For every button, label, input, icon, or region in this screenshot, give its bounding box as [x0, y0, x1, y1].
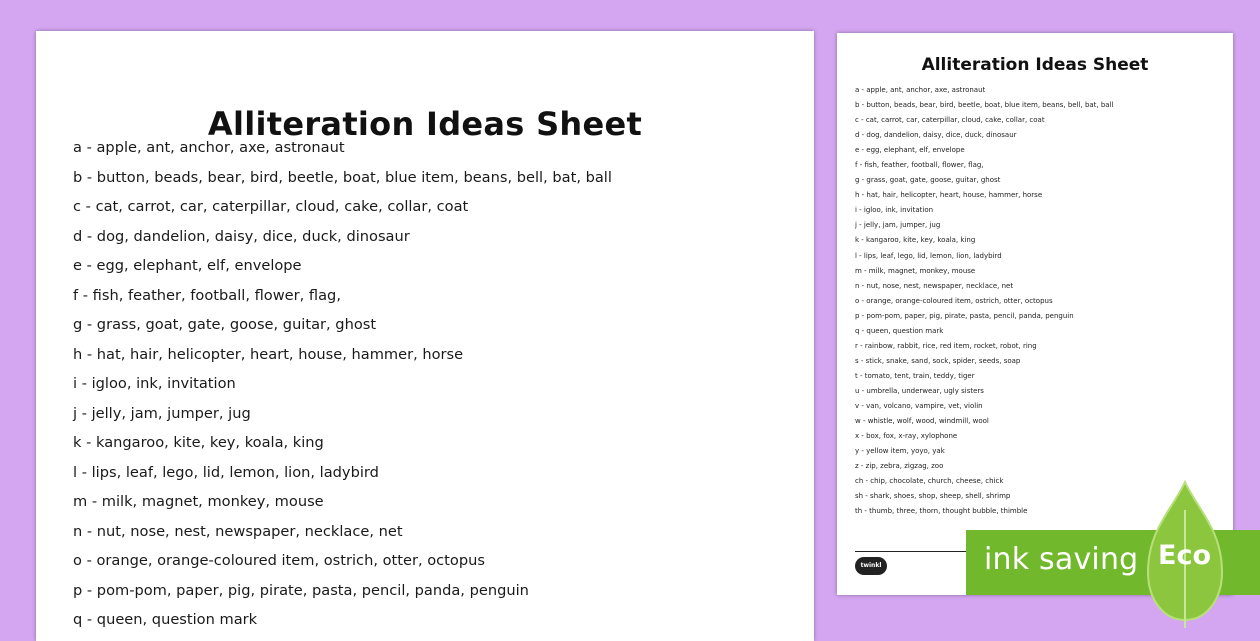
list-item: x - box, fox, x-ray, xylophone — [855, 432, 958, 441]
list-item: k - kangaroo, kite, key, koala, king — [73, 434, 324, 451]
list-item: r - rainbow, rabbit, rice, red item, rocket, robot, ring — [855, 341, 1037, 350]
list-item: c - cat, carrot, car, caterpillar, cloud, cake, collar, coat — [73, 198, 469, 215]
list-item: g - grass, goat, gate, goose, guitar, ghost — [73, 316, 377, 333]
list-item: o - orange, orange-coloured item, ostrich, otter, octopus — [73, 552, 485, 569]
page-title: Alliteration Ideas Sheet — [207, 105, 643, 143]
list-item: p - pom-pom, paper, pig, pirate, pasta, pencil, panda, penguin — [855, 311, 1074, 320]
list-item: p - pom-pom, paper, pig, pirate, pasta, pencil, panda, penguin — [73, 581, 529, 599]
list-item: th - thumb, three, thorn, thought bubble, thimble — [855, 507, 1028, 516]
alliteration-list-small — [855, 83, 1114, 519]
list-item: m - milk, magnet, monkey, mouse — [73, 493, 324, 510]
ink-saving-label: ink saving — [984, 542, 1139, 577]
list-item: l - lips, leaf, lego, lid, lemon, lion, ladybird — [73, 463, 379, 481]
list-item: i - igloo, ink, invitation — [73, 375, 236, 392]
list-item: w - whistle, wolf, wood, windmill, wool — [855, 417, 989, 426]
list-item: ch - chip, chocolate, church, cheese, chick — [855, 477, 1004, 486]
twinkl-logo: twinkl — [855, 557, 887, 575]
list-item: h - hat, hair, helicopter, heart, house, hammer, horse — [73, 345, 464, 363]
list-item: m - milk, magnet, monkey, mouse — [855, 266, 976, 275]
list-item: h - hat, hair, helicopter, heart, house, hammer, horse — [855, 191, 1043, 200]
eco-label: Eco — [1158, 540, 1211, 571]
list-item: a - apple, ant, anchor, axe, astronaut — [73, 139, 345, 156]
list-item: q - queen, question mark — [73, 611, 258, 628]
list-item: y - yellow item, yoyo, yak — [855, 447, 945, 456]
list-item: a - apple, ant, anchor, axe, astronaut — [855, 86, 986, 94]
list-item: j - jelly, jam, jumper, jug — [73, 404, 251, 422]
list-item: b - button, beads, bear, bird, beetle, boat, blue item, beans, bell, bat, ball — [73, 168, 612, 186]
list-item: i - igloo, ink, invitation — [855, 206, 934, 215]
list-item: t - tomato, tent, train, teddy, tiger — [855, 371, 975, 380]
list-item: l - lips, leaf, lego, lid, lemon, lion, ladybird — [855, 251, 1002, 260]
list-item: d - dog, dandelion, daisy, dice, duck, dinosaur — [855, 131, 1017, 140]
list-item: o - orange, orange-coloured item, ostrich, otter, octopus — [855, 296, 1053, 305]
alliteration-list — [73, 133, 612, 635]
list-item: f - fish, feather, football, flower, flag, — [855, 161, 984, 170]
list-item: s - stick, snake, sand, sock, spider, seeds, soap — [855, 356, 1021, 365]
list-item: d - dog, dandelion, daisy, dice, duck, dinosaur — [73, 227, 410, 245]
list-item: q - queen, question mark — [855, 326, 944, 335]
worksheet-preview-large — [36, 31, 814, 641]
list-item: e - egg, elephant, elf, envelope — [855, 146, 965, 155]
list-item: f - fish, feather, football, flower, flag, — [73, 286, 341, 304]
list-item: n - nut, nose, nest, newspaper, necklace, net — [855, 281, 1014, 290]
list-item: c - cat, carrot, car, caterpillar, cloud, cake, collar, coat — [855, 116, 1045, 125]
list-item: k - kangaroo, kite, key, koala, king — [855, 236, 976, 245]
list-item: v - van, volcano, vampire, vet, violin — [855, 401, 983, 410]
list-item: j - jelly, jam, jumper, jug — [855, 221, 941, 230]
list-item: e - egg, elephant, elf, envelope — [73, 257, 302, 274]
list-item: u - umbrella, underwear, ugly sisters — [855, 386, 984, 395]
page-title-small: Alliteration Ideas Sheet — [921, 55, 1149, 75]
list-item: sh - shark, shoes, shop, sheep, shell, shrimp — [855, 492, 1011, 501]
list-item: n - nut, nose, nest, newspaper, necklace, net — [73, 522, 403, 540]
list-item: b - button, beads, bear, bird, beetle, boat, blue item, beans, bell, bat, ball — [855, 101, 1114, 110]
list-item: z - zip, zebra, zigzag, zoo — [855, 462, 944, 471]
list-item: g - grass, goat, gate, goose, guitar, ghost — [855, 176, 1001, 185]
